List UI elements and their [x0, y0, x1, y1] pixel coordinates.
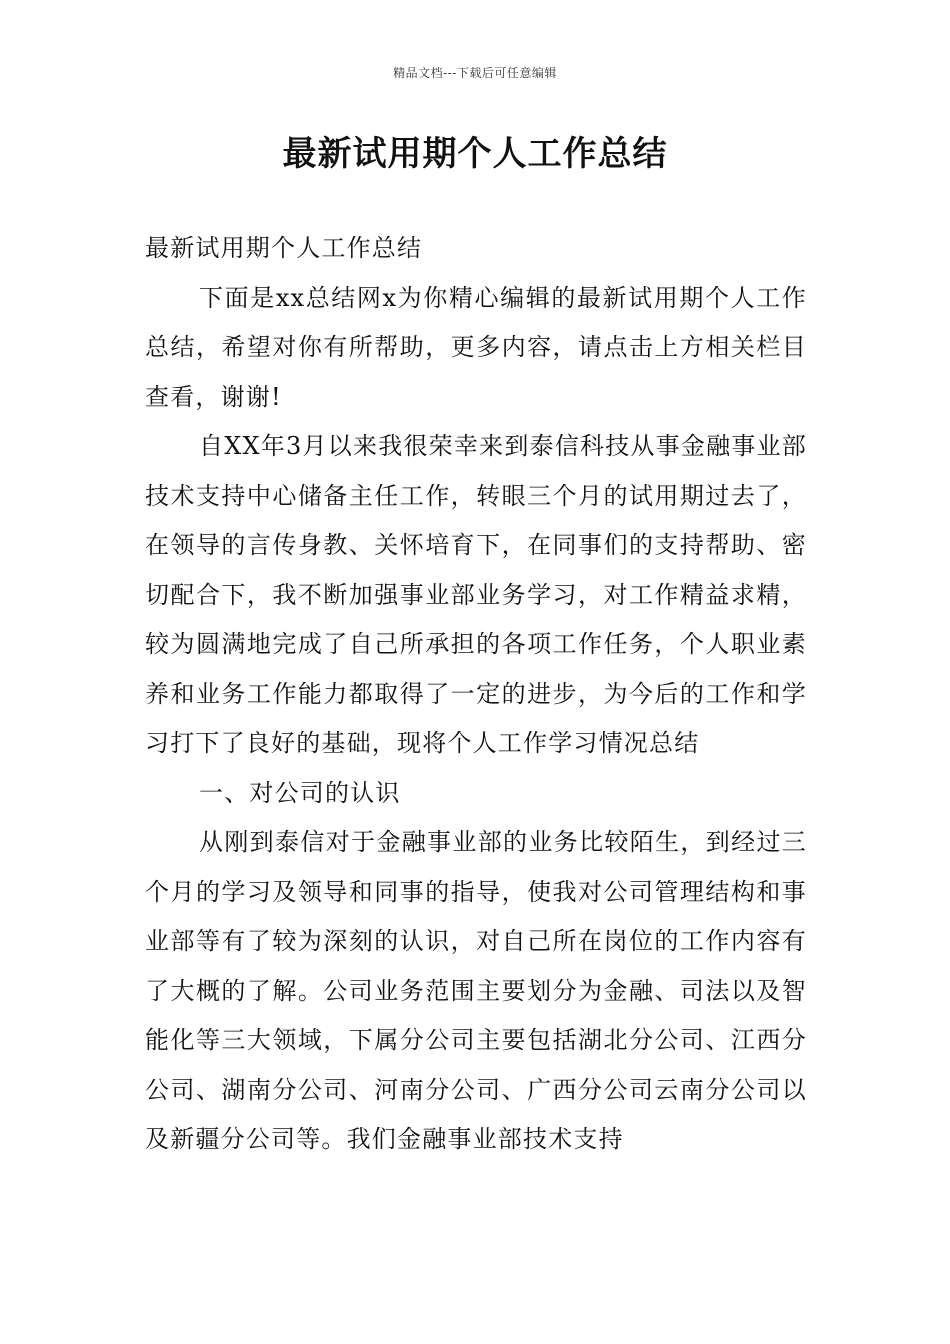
- paragraph-intro: 下面是xx总结网x为你精心编辑的最新试用期个人工作总结，希望对你有所帮助，更多内容，请点击上方相关栏目查看，谢谢!: [145, 283, 807, 411]
- section-heading: 一、对公司的认识: [199, 778, 401, 807]
- paragraph-company: 从刚到泰信对于金融事业部的业务比较陌生，到经过三个月的学习及领导和同事的指导，使我对公司管理结构和事业部等有了较为深刻的认识，对自己所在岗位的工作内容有了大概的了解。公司业务范围主要划分为金融、司法以及智能化等三大领域，下属分公司主要包括湖北分公司、江西分公司、湖南分公司、河南分公司、广西分公司云南分公司以及新疆分公司等。我们金融事业部技术支持: [145, 828, 807, 1153]
- header-note: 精品文档---下载后可任意编辑: [393, 66, 557, 80]
- document-body: [145, 224, 807, 1165]
- document-title: 最新试用期个人工作总结: [282, 134, 668, 174]
- paragraph-subtitle: 最新试用期个人工作总结: [145, 234, 423, 262]
- paragraph-overview: 自XX年3月以来我很荣幸来到泰信科技从事金融事业部技术支持中心储备主任工作，转眼三个月的试用期过去了，在领导的言传身教、关怀培育下，在同事们的支持帮助、密切配合下，我不断加强事业部业务学习，对工作精益求精，较为圆满地完成了自己所承担的各项工作任务，个人职业素养和业务工作能力都取得了一定的进步，为今后的工作和学习打下了良好的基础，现将个人工作学习情况总结: [145, 432, 807, 757]
